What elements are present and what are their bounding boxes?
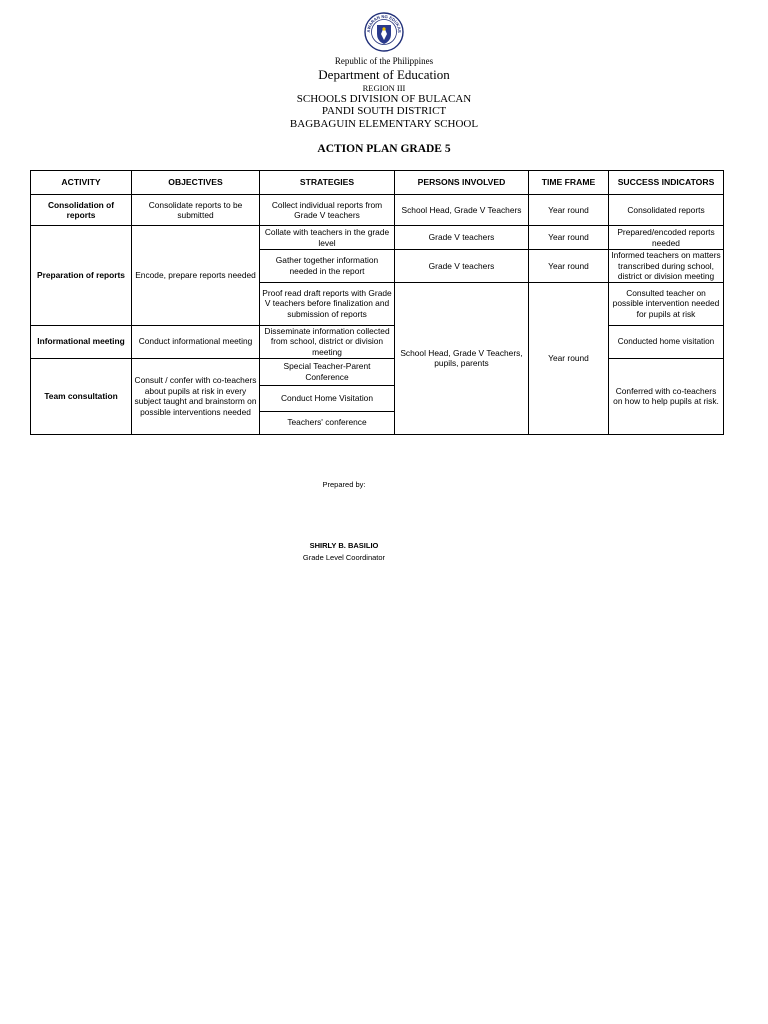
republic-line: Republic of the Philippines	[334, 56, 434, 66]
header-success-indicators: SUCCESS INDICATORS	[609, 171, 724, 195]
activity-cell: Preparation of reports	[31, 226, 132, 326]
department-name: Department of Education	[318, 67, 450, 82]
seal-lettering: AWARAN NG EDUKAS	[365, 13, 403, 33]
strategy-cell: Disseminate information collected from school, district or division meeting	[260, 325, 395, 358]
table-header-row	[31, 171, 724, 195]
table-row	[31, 195, 724, 226]
strategy-cell: Special Teacher-Parent Conference	[260, 358, 395, 385]
persons-cell: Grade V teachers	[395, 226, 529, 250]
time-frame-cell: Year round	[529, 250, 609, 283]
time-frame-cell: Year round	[529, 226, 609, 250]
success-indicator-cell: Conferred with co-teachers on how to help pupils at risk.	[609, 358, 724, 434]
header-activity: ACTIVITY	[31, 171, 132, 195]
document-title: ACTION PLAN GRADE 5	[317, 143, 451, 155]
header-objectives: OBJECTIVES	[132, 171, 260, 195]
success-indicator-cell: Informed teachers on matters transcribed during school, district or division meeting	[609, 250, 724, 283]
header-time-frame: TIME FRAME	[529, 171, 609, 195]
persons-cell: School Head, Grade V Teachers, pupils, parents	[395, 282, 529, 434]
region-line: REGION III	[362, 83, 406, 93]
strategy-cell: Conduct Home Visitation	[260, 385, 395, 411]
strategy-cell: Gather together information needed in the report	[260, 250, 395, 283]
table-row	[31, 226, 724, 250]
table-row	[31, 358, 724, 385]
prepared-by-label: Prepared by:	[322, 480, 366, 489]
signatory-name: SHIRLY B. BASILIO	[309, 541, 379, 550]
deped-seal-logo	[364, 12, 404, 52]
time-frame-cell: Year round	[529, 282, 609, 434]
activity-cell: Team consultation	[31, 358, 132, 434]
success-indicator-cell: Conducted home visitation	[609, 325, 724, 358]
strategy-cell: Teachers' conference	[260, 411, 395, 434]
objective-cell: Consult / confer with co-teachers about pupils at risk in every subject taught and brainstorm on possible interventions needed	[132, 358, 260, 434]
success-indicator-cell: Prepared/encoded reports needed	[609, 226, 724, 250]
persons-cell: Grade V teachers	[395, 250, 529, 283]
strategy-cell: Collate with teachers in the grade level	[260, 226, 395, 250]
activity-cell: Informational meeting	[31, 325, 132, 358]
objective-cell: Encode, prepare reports needed	[132, 226, 260, 326]
strategy-cell: Proof read draft reports with Grade V teachers before finalization and submission of reports	[260, 282, 395, 325]
activity-cell: Consolidation of reports	[31, 195, 132, 226]
persons-cell: School Head, Grade V Teachers	[395, 195, 529, 226]
table-row	[31, 325, 724, 358]
success-indicator-cell: Consulted teacher on possible intervention needed for pupils at risk	[609, 282, 724, 325]
objective-cell: Consolidate reports to be submitted	[132, 195, 260, 226]
success-indicator-cell: Consolidated reports	[609, 195, 724, 226]
school-name: BAGBAGUIN ELEMENTARY SCHOOL	[289, 118, 479, 130]
time-frame-cell: Year round	[529, 195, 609, 226]
strategy-cell: Collect individual reports from Grade V teachers	[260, 195, 395, 226]
header-strategies: STRATEGIES	[260, 171, 395, 195]
district-line: PANDI SOUTH DISTRICT	[321, 105, 447, 117]
division-line: SCHOOLS DIVISION OF BULACAN	[296, 93, 472, 105]
objective-cell: Conduct informational meeting	[132, 325, 260, 358]
signatory-position: Grade Level Coordinator	[302, 553, 386, 562]
action-plan-table	[30, 170, 724, 435]
header-persons-involved: PERSONS INVOLVED	[395, 171, 529, 195]
